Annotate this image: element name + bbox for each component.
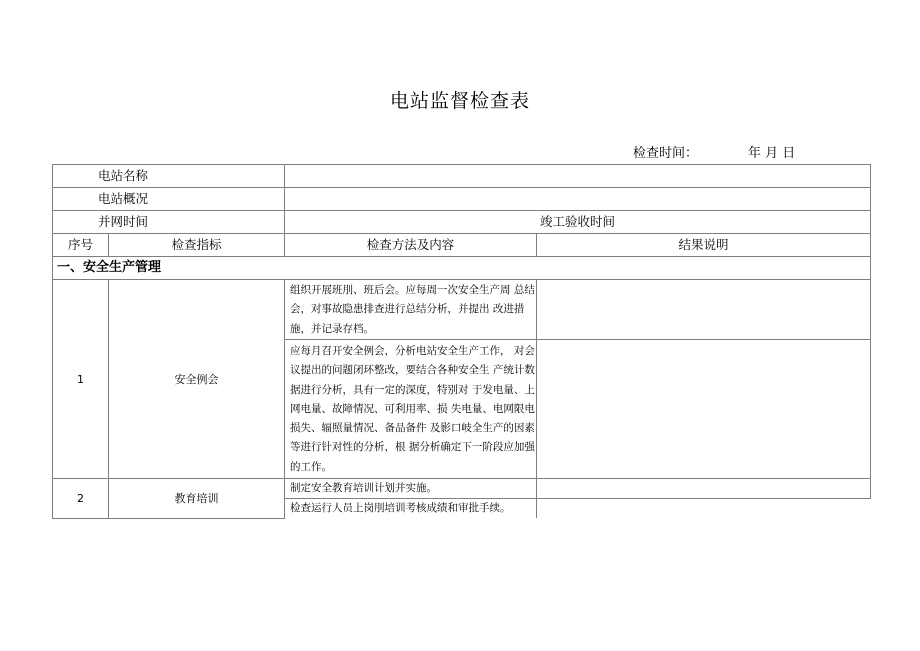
item-seq: 1 (53, 280, 109, 479)
section-heading: 一、安全生产管理 (53, 257, 871, 280)
item-seq: 2 (53, 479, 109, 519)
station-name-label: 电站名称 (53, 165, 285, 188)
item-result (537, 479, 871, 499)
table-row (53, 280, 871, 340)
station-overview-value (285, 188, 871, 211)
header-indicator: 检查指标 (109, 234, 285, 257)
header-method: 检查方法及内容 (285, 234, 537, 257)
station-overview-label: 电站概况 (53, 188, 285, 211)
grid-time-row (53, 211, 871, 234)
item-method: 组织开展班刖、班后会。应每周一次安全生产周 总结会，对事故隐患排查进行总结分析，并提出 改进措施，并记录存档。 (285, 280, 537, 340)
inspection-time-label: 检查时间： (633, 146, 699, 161)
section-heading-row (53, 257, 871, 280)
inspection-date-line (633, 142, 795, 161)
document-title: 电站监督检查表 (389, 90, 530, 112)
date-units: 年 月 日 (748, 146, 796, 161)
item-method: 应每月召开安全例会，分析电站安全生产工作， 对会议提出的问题闭环整改，要结合各种安全生 产统计数据进行分析，具有一定的深度，特别对 于发电量、上网电量、故障情况、可利用率、损 失电量、电网限电损失、辐照量情况、备品备件 及影口岐全生产的因素等进行针对性的分析，根 据分析确定下一阶段应加强的工作。 (285, 340, 537, 479)
item-result (537, 499, 871, 519)
table-header-row (53, 234, 871, 257)
station-name-value (285, 165, 871, 188)
station-overview-row (53, 188, 871, 211)
item-method: 检查运行人员上岗刖培训考核成绩和审批手续。 (285, 499, 537, 519)
inspection-table (52, 164, 871, 519)
item-indicator: 教育培训 (109, 479, 285, 519)
item-indicator: 安全例会 (109, 280, 285, 479)
item-result (537, 280, 871, 340)
header-seq: 序号 (53, 234, 109, 257)
grid-time-label: 并网时间 (53, 211, 285, 234)
acceptance-time-label: 竣工验收时间 (285, 211, 871, 234)
item-method: 制定安全教育培训计划并实施。 (285, 479, 537, 499)
header-result: 结果说明 (537, 234, 871, 257)
item-result (537, 340, 871, 479)
table-row (53, 479, 871, 499)
station-name-row (53, 165, 871, 188)
